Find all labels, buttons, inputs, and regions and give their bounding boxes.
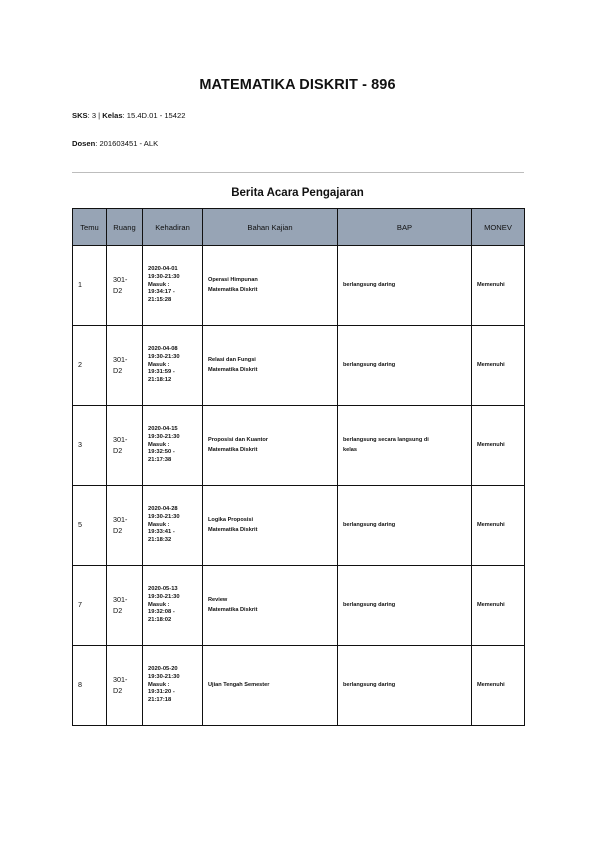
cell-bap: berlangsung daring — [338, 646, 472, 726]
sks-label: SKS — [72, 111, 88, 120]
cell-kehadiran: 2020-04-15 19:30-21:30 Masuk : 19:32:50 - 21:17:38 — [143, 406, 203, 486]
kelas-label: Kelas — [102, 111, 123, 120]
cell-bahan-kajian: Relasi dan Fungsi Matematika Diskrit — [203, 326, 338, 406]
cell-kehadiran: 2020-04-08 19:30-21:30 Masuk : 19:31:59 - 21:18:12 — [143, 326, 203, 406]
cell-ruang: 301- D2 — [107, 406, 143, 486]
cell-ruang: 301- D2 — [107, 326, 143, 406]
dosen-value: : 201603451 - ALK — [95, 139, 159, 148]
cell-monev: Memenuhi — [472, 326, 525, 406]
cell-monev: Memenuhi — [472, 486, 525, 566]
cell-bahan-kajian: Review Matematika Diskrit — [203, 566, 338, 646]
dosen-label: Dosen — [72, 139, 96, 148]
header-monev: MONEV — [472, 209, 525, 246]
cell-monev: Memenuhi — [472, 246, 525, 326]
lecturer-info-line — [72, 139, 158, 148]
table-row — [73, 326, 525, 406]
header-bap: BAP — [338, 209, 472, 246]
cell-bahan-kajian: Proposisi dan Kuantor Matematika Diskrit — [203, 406, 338, 486]
sks-value: : 3 | — [87, 111, 101, 120]
cell-monev: Memenuhi — [472, 566, 525, 646]
kelas-value: : 15.4D.01 - 15422 — [122, 111, 186, 120]
cell-ruang: 301- D2 — [107, 486, 143, 566]
cell-bahan-kajian: Logika Proposisi Matematika Diskrit — [203, 486, 338, 566]
cell-bap: berlangsung daring — [338, 566, 472, 646]
cell-ruang: 301- D2 — [107, 646, 143, 726]
section-title: Berita Acara Pengajaran — [231, 187, 364, 199]
cell-bap: berlangsung daring — [338, 486, 472, 566]
cell-monev: Memenuhi — [472, 406, 525, 486]
table-row — [73, 406, 525, 486]
header-ruang: Ruang — [107, 209, 143, 246]
header-temu: Temu — [73, 209, 107, 246]
cell-temu: 3 — [73, 406, 107, 486]
table-row — [73, 646, 525, 726]
cell-kehadiran: 2020-04-28 19:30-21:30 Masuk : 19:33:41 - 21:18:32 — [143, 486, 203, 566]
cell-kehadiran: 2020-04-01 19:30-21:30 Masuk : 19:34:17 - 21:15:28 — [143, 246, 203, 326]
course-title: MATEMATIKA DISKRIT - 896 — [199, 77, 396, 93]
cell-kehadiran: 2020-05-20 19:30-21:30 Masuk : 19:31:20 - 21:17:18 — [143, 646, 203, 726]
cell-bap: berlangsung secara langsung di kelas — [338, 406, 472, 486]
cell-kehadiran: 2020-05-13 19:30-21:30 Masuk : 19:32:08 - 21:18:02 — [143, 566, 203, 646]
section-divider — [72, 172, 524, 173]
table-row — [73, 566, 525, 646]
cell-ruang: 301- D2 — [107, 246, 143, 326]
cell-bap: berlangsung daring — [338, 326, 472, 406]
table-row — [73, 486, 525, 566]
cell-temu: 7 — [73, 566, 107, 646]
cell-temu: 2 — [73, 326, 107, 406]
cell-monev: Memenuhi — [472, 646, 525, 726]
cell-temu: 8 — [73, 646, 107, 726]
cell-bahan-kajian: Ujian Tengah Semester — [203, 646, 338, 726]
cell-bap: berlangsung daring — [338, 246, 472, 326]
table-row — [73, 246, 525, 326]
cell-ruang: 301- D2 — [107, 566, 143, 646]
cell-bahan-kajian: Operasi Himpunan Matematika Diskrit — [203, 246, 338, 326]
cell-temu: 1 — [73, 246, 107, 326]
table-header-row — [73, 209, 525, 246]
header-bahan-kajian: Bahan Kajian — [203, 209, 338, 246]
header-kehadiran: Kehadiran — [143, 209, 203, 246]
teaching-report-table — [72, 208, 525, 726]
cell-temu: 5 — [73, 486, 107, 566]
course-info-line — [72, 111, 185, 120]
